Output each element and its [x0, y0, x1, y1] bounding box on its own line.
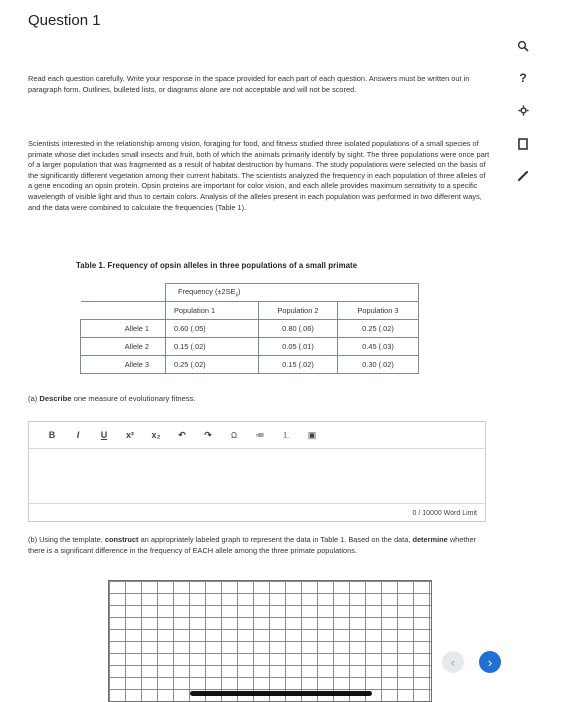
- editor-toolbar: [29, 422, 485, 448]
- column-header: Population 2: [259, 302, 338, 320]
- underline-button[interactable]: U: [100, 430, 108, 440]
- undo-icon[interactable]: ↶: [178, 429, 186, 440]
- table-cell: 0.30 (.02): [338, 356, 419, 374]
- table-row: [81, 356, 419, 374]
- table-column-row: [81, 302, 419, 320]
- table-cell: 0.45 (.03): [338, 338, 419, 356]
- table-caption: Table 1. Frequency of opsin alleles in three populations of a small primate: [76, 261, 358, 270]
- table-row: [81, 338, 419, 356]
- table-corner-cell: [81, 302, 166, 320]
- table-cell: 0.15 (.02): [166, 338, 259, 356]
- subscript-button[interactable]: x₂: [151, 430, 161, 440]
- settings-icon[interactable]: [510, 97, 536, 123]
- bookmark-icon[interactable]: [510, 131, 536, 157]
- superscript-button[interactable]: x²: [125, 430, 134, 440]
- italic-button[interactable]: I: [76, 430, 80, 440]
- insert-image-icon[interactable]: ▣: [307, 429, 317, 440]
- home-indicator: [190, 691, 372, 696]
- column-header: Population 1: [166, 302, 259, 320]
- previous-button[interactable]: ‹: [442, 651, 464, 673]
- bulleted-list-icon[interactable]: ≔: [255, 429, 265, 440]
- word-limit-counter: 0 / 10000 Word Limit: [412, 510, 477, 517]
- toolbar-divider: [29, 448, 485, 449]
- special-character-icon[interactable]: Ω: [231, 430, 237, 440]
- instructions-text: Read each question carefully. Write your response in the space provided for each part of each question. Answers must be written out in paragraph form. Outlines, bulleted lists, or diagrams alone are not acceptable and will not be scored.: [28, 74, 470, 94]
- question-title: Question 1: [28, 12, 101, 29]
- editor-footer: [29, 503, 485, 521]
- numbered-list-icon[interactable]: ⒈: [282, 430, 290, 440]
- table-cell: 0.25 (.02): [338, 320, 419, 338]
- row-label: Allele 2: [81, 338, 166, 356]
- table-corner-cell: [81, 284, 166, 302]
- passage-text: Scientists interested in the relationship among vision, foraging for food, and fitness studied three isolated populations of a small species of primate whose diet includes small insects and fruit, both of which the animals primarily identify by sight. The three populations were once part of a larger population that was fragmented as a result of habitat destruction by humans. The study populations were selected on the basis of the significantly different vegetation among their current habitats. The scientists analyzed the frequency in each population of three alleles of a gene encoding an opsin protein. Opsin proteins are important for color vision, and each allele provides maximum sensitivity to a specific wavelength of visible light and thus to certain colors. Analysis of the alleles present in each population was performed in two different ways, and the data were combined to calculate the frequencies (Table 1).: [28, 139, 490, 212]
- table-cell: 0.25 (.02): [166, 356, 259, 374]
- next-button[interactable]: ›: [479, 651, 501, 673]
- magnifier-icon[interactable]: [510, 33, 536, 59]
- table-cell: 0.05 (.01): [259, 338, 338, 356]
- row-label: Allele 1: [81, 320, 166, 338]
- part-a-prompt: (a) Describe one measure of evolutionary fitness.: [28, 394, 196, 403]
- pencil-icon[interactable]: [510, 163, 536, 189]
- table-group-header: Frequency $(\pm 2SE_{x̄})$: [166, 284, 419, 302]
- bold-button[interactable]: B: [48, 430, 56, 440]
- redo-icon[interactable]: ↷: [204, 429, 212, 440]
- table-row: [81, 320, 419, 338]
- row-label: Allele 3: [81, 356, 166, 374]
- table-cell: 0.15 (.02): [259, 356, 338, 374]
- response-editor[interactable]: [28, 421, 486, 522]
- table-header-row: [81, 284, 419, 302]
- table-cell: 0.80 (.06): [259, 320, 338, 338]
- part-b-prompt: (b) Using the template, construct an appropriately labeled graph to represent the data in Table 1. Based on the data, determine whether there is a significant difference in the frequency of EACH allele among the three primate populations.: [28, 535, 477, 555]
- frequency-table: [80, 283, 419, 374]
- graph-template-grid[interactable]: [108, 580, 432, 702]
- column-header: Population 3: [338, 302, 419, 320]
- help-icon[interactable]: ?: [519, 71, 527, 85]
- table-cell: 0.60 (.05): [166, 320, 259, 338]
